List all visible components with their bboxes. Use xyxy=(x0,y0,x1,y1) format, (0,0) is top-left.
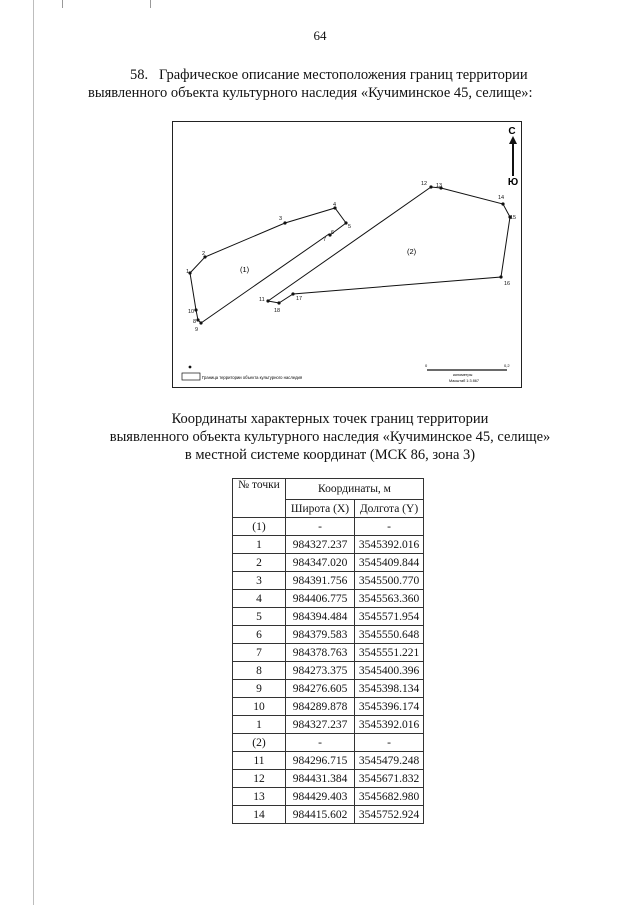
lon-cell: 3545563.360 xyxy=(355,590,424,608)
table-row xyxy=(233,590,424,608)
lon-cell: 3545682.980 xyxy=(355,788,424,806)
point-cell: 3 xyxy=(233,572,286,590)
table-row xyxy=(233,680,424,698)
table-caption xyxy=(60,410,600,464)
point-label: 14 xyxy=(498,195,505,201)
point-cell: (1) xyxy=(233,518,286,536)
table-row xyxy=(233,554,424,572)
lat-cell: 984289.878 xyxy=(286,698,355,716)
lon-cell: - xyxy=(355,518,424,536)
point-label: 18 xyxy=(274,308,281,314)
point-label: 7 xyxy=(323,237,327,243)
point-label: 9 xyxy=(195,327,199,333)
lon-cell: 3545396.174 xyxy=(355,698,424,716)
point-label: 12 xyxy=(421,181,428,187)
point-label: 11 xyxy=(259,297,265,303)
lon-cell: 3545551.221 xyxy=(355,644,424,662)
point-cell: 6 xyxy=(233,626,286,644)
point-cell: 11 xyxy=(233,752,286,770)
table-row xyxy=(233,662,424,680)
table-row xyxy=(233,608,424,626)
point-cell: 14 xyxy=(233,806,286,824)
header-coords: Координаты, м xyxy=(286,479,424,500)
lat-cell: - xyxy=(286,518,355,536)
point-cell: 5 xyxy=(233,608,286,626)
lat-cell: - xyxy=(286,734,355,752)
table-row xyxy=(233,626,424,644)
lat-cell: 984296.715 xyxy=(286,752,355,770)
point-cell: 8 xyxy=(233,662,286,680)
scan-mark xyxy=(62,0,63,8)
lon-cell: 3545500.770 xyxy=(355,572,424,590)
scale-ratio-label: Масштаб 1:3 867 xyxy=(449,379,479,383)
lat-cell: 984379.583 xyxy=(286,626,355,644)
boundary-map xyxy=(172,121,522,388)
compass-north-label: С xyxy=(508,126,516,137)
lon-cell: - xyxy=(355,734,424,752)
table-row xyxy=(233,752,424,770)
heading-line-1 xyxy=(88,66,578,84)
point-cell: 1 xyxy=(233,536,286,554)
point-label: 16 xyxy=(504,281,511,287)
point-cell: 7 xyxy=(233,644,286,662)
lon-cell: 3545571.954 xyxy=(355,608,424,626)
lon-cell: 3545400.396 xyxy=(355,662,424,680)
table-row xyxy=(233,518,424,536)
compass-arrow-head xyxy=(509,136,517,144)
lon-cell: 3545671.832 xyxy=(355,770,424,788)
lon-cell: 3545398.134 xyxy=(355,680,424,698)
point-cell: 10 xyxy=(233,698,286,716)
coordinates-table-body xyxy=(233,518,424,824)
caption-line-3: в местной системе координат (МСК 86, зона 3) xyxy=(184,447,476,463)
lat-cell: 984327.237 xyxy=(286,716,355,734)
table-row xyxy=(233,644,424,662)
legend-text: Граница территории объекта культурного наследия xyxy=(202,375,303,380)
lat-cell: 984327.237 xyxy=(286,536,355,554)
lat-cell: 984406.775 xyxy=(286,590,355,608)
scale-unit-label: километры xyxy=(453,373,473,377)
heading-text-1: Графическое описание местоположения границ территории xyxy=(159,67,528,83)
table-row xyxy=(233,536,424,554)
lat-cell: 984347.020 xyxy=(286,554,355,572)
scale-left-label: 0 xyxy=(425,363,428,368)
table-row xyxy=(233,716,424,734)
lat-cell: 984394.484 xyxy=(286,608,355,626)
caption-line-1: Координаты характерных точек границ территории xyxy=(171,411,489,427)
scan-mark xyxy=(150,0,151,8)
section-heading xyxy=(88,66,578,102)
point-label: 15 xyxy=(510,215,517,221)
point-label: 8 xyxy=(193,319,197,325)
point-cell: 13 xyxy=(233,788,286,806)
compass-south-label: Ю xyxy=(507,177,519,188)
point-label: 13 xyxy=(436,183,443,189)
map-drawing xyxy=(173,122,520,386)
point-cell: 9 xyxy=(233,680,286,698)
lon-cell: 3545392.016 xyxy=(355,536,424,554)
point-cell: 1 xyxy=(233,716,286,734)
area-1-boundary xyxy=(190,208,346,323)
table-row xyxy=(233,788,424,806)
lat-cell: 984378.763 xyxy=(286,644,355,662)
point-label: 17 xyxy=(296,296,303,302)
lat-cell: 984273.375 xyxy=(286,662,355,680)
point-label: 4 xyxy=(333,202,337,208)
table-row xyxy=(233,734,424,752)
lon-cell: 3545550.648 xyxy=(355,626,424,644)
point-cell: 12 xyxy=(233,770,286,788)
heading-number: 58. xyxy=(130,67,149,83)
point-label: 5 xyxy=(348,224,352,230)
table-row xyxy=(233,770,424,788)
table-row xyxy=(233,806,424,824)
point-label: 6 xyxy=(331,230,335,236)
point-label: 1 xyxy=(186,269,190,275)
area-1-label: (1) xyxy=(240,265,250,274)
lat-cell: 984276.605 xyxy=(286,680,355,698)
lat-cell: 984415.602 xyxy=(286,806,355,824)
page-number: 64 xyxy=(313,28,327,43)
heading-text-2: выявленного объекта культурного наследия «Кучиминское 45, селище»: xyxy=(88,85,533,101)
lat-cell: 984429.403 xyxy=(286,788,355,806)
boundary-vertices xyxy=(188,185,511,324)
area-2-label: (2) xyxy=(407,247,417,256)
point-label: 2 xyxy=(202,251,206,257)
point-cell: (2) xyxy=(233,734,286,752)
page-edge-line xyxy=(33,0,34,905)
header-lat: Широта (X) xyxy=(286,500,355,518)
point-label: 10 xyxy=(188,309,195,315)
point-cell: 2 xyxy=(233,554,286,572)
coordinates-table xyxy=(232,478,424,824)
lon-cell: 3545409.844 xyxy=(355,554,424,572)
scale-right-label: 0,2 xyxy=(504,363,510,368)
area-2-boundary xyxy=(268,187,510,303)
legend-point-marker xyxy=(189,366,192,369)
header-lon: Долгота (Y) xyxy=(355,500,424,518)
lat-cell: 984391.756 xyxy=(286,572,355,590)
legend-swatch xyxy=(182,373,200,380)
table-row xyxy=(233,698,424,716)
lat-cell: 984431.384 xyxy=(286,770,355,788)
lon-cell: 3545479.248 xyxy=(355,752,424,770)
lon-cell: 3545392.016 xyxy=(355,716,424,734)
point-label: 3 xyxy=(279,216,283,222)
point-cell: 4 xyxy=(233,590,286,608)
table-row xyxy=(233,572,424,590)
caption-line-2: выявленного объекта культурного наследия «Кучиминское 45, селище» xyxy=(109,429,551,445)
lon-cell: 3545752.924 xyxy=(355,806,424,824)
header-point: № точки xyxy=(233,479,286,518)
